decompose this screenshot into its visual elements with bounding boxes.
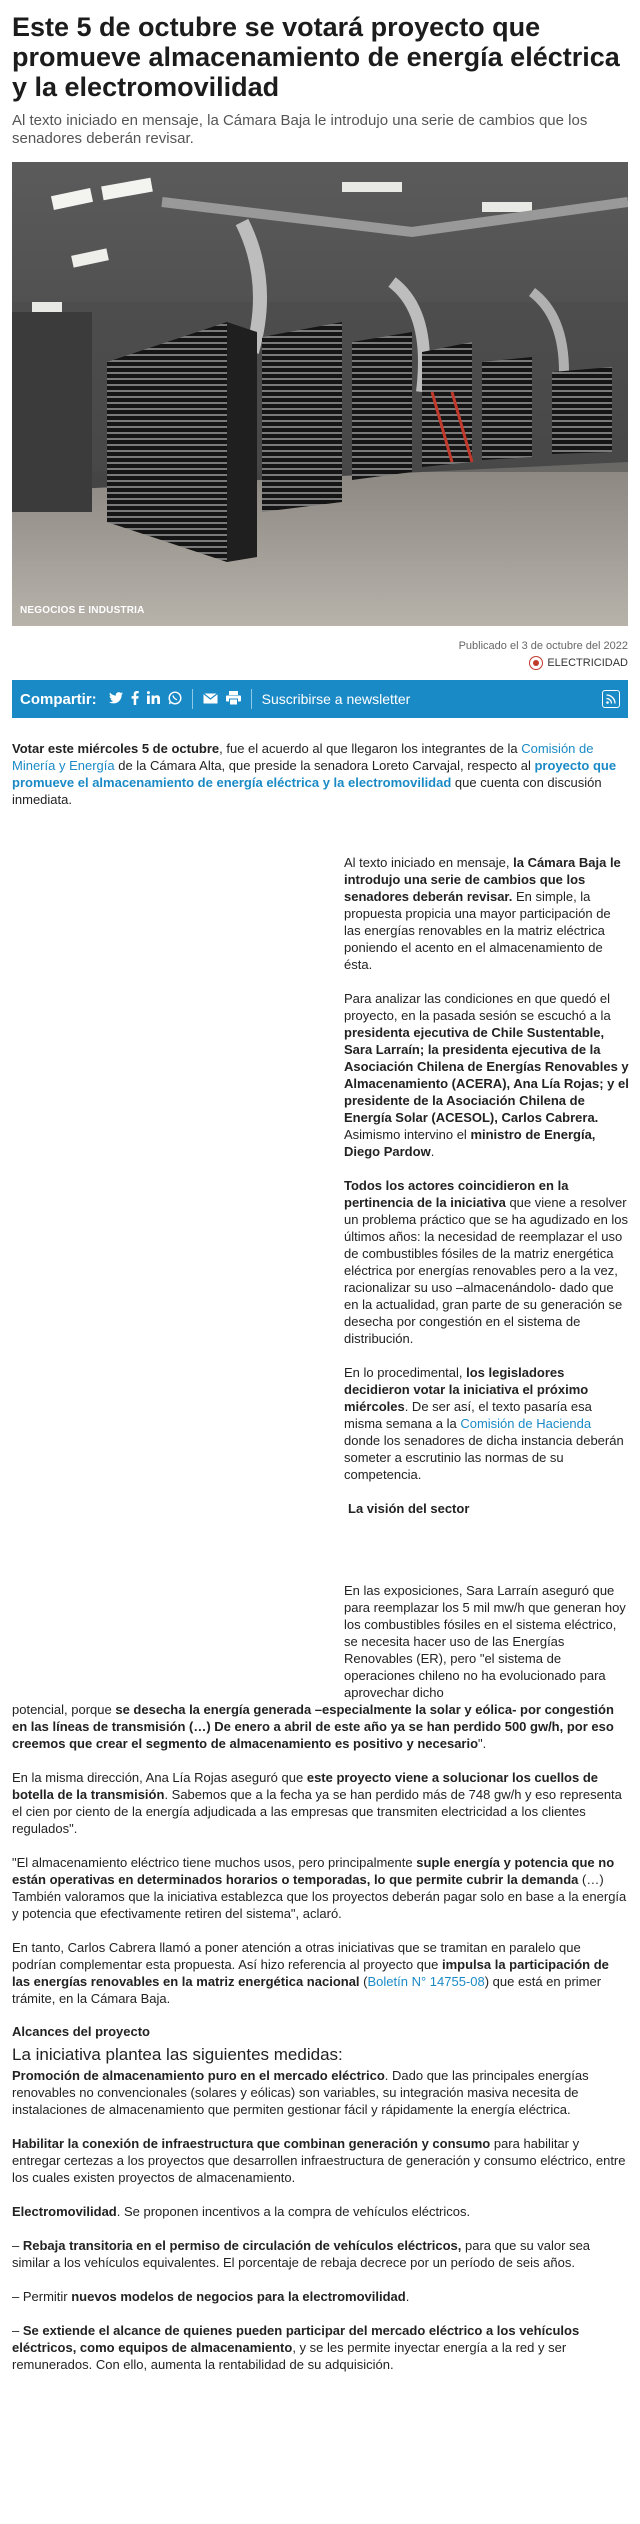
measure-3 [12,2203,628,2220]
share-bar [12,680,628,718]
paragraph-5 [344,1364,630,1483]
text: En lo procedimental, [344,1365,467,1380]
divider [192,689,193,709]
rss-icon[interactable] [602,690,620,708]
twitter-icon[interactable] [109,691,123,707]
paragraph-2 [344,854,630,973]
measure-6 [12,2322,628,2373]
text: ) que está en primer trámite, en la Cámara Baja. [12,1974,602,2006]
text: de la Cámara Alta, que preside la senadora Loreto Carvajal, respecto al [114,758,535,773]
battery-room-illustration [12,162,628,626]
measure-1 [12,2067,628,2118]
paragraph-7 [12,1769,628,1837]
link-comision-mineria[interactable]: Comisión de Minería y Energía [12,741,594,773]
text: . De ser así, el texto pasaría esa misma semana a la [344,1399,592,1431]
bold-text: Rebaja transitoria en el permiso de circulación de vehículos eléctricos, [22,2238,462,2253]
text: . Se proponen incentivos a la compra de vehículos eléctricos. [116,2204,471,2219]
text: ". [478,1736,487,1751]
bold-text: la Cámara Baja le introdujo una serie de cambios que los senadores deberán revisar. [344,855,621,904]
text: "El almacenamiento eléctrico tiene muchos usos, pero principalmente [12,1855,417,1870]
section-heading-vision [344,1500,630,1517]
linkedin-icon[interactable] [147,691,160,707]
bold-text: este proyecto viene a solucionar los cuellos de botella de la transmisión [12,1770,599,1802]
whatsapp-icon[interactable] [168,691,182,708]
hero-image [12,162,628,626]
text: Asimismo intervino el [344,1127,471,1142]
paragraph-6a: En las exposiciones, Sara Larraín aseguró que para reemplazar los 5 mil mw/h que generan hoy los combustibles fósiles en el sistema eléctrico, se necesita hacer uso de las Energías Renovables (ER), pero "el sistema de operaciones chileno no ha evolucionado para aprovechar dicho [344,1583,626,1700]
bold-text: Habilitar la conexión de infraestructura que combinan generación y consumo [12,2136,491,2151]
paragraph-3 [344,990,630,1160]
facebook-icon[interactable] [131,691,139,708]
text: . Sabemos que a la fecha ya se han perdido más de 748 gw/h y eso representa el cien por ciento de la energía adjudicada a las empresas que transmiten electricidad a los clientes regulados". [12,1787,622,1836]
text: donde los senadores de dicha instancia deberán someter a escrutinio las normas de su competencia. [344,1433,624,1482]
bold-text: Votar este miércoles 5 de octubre [12,741,220,756]
bold-text: suple energía y potencia que no están operativas en determinados horarios o temporadas, lo que permite cubrir la demanda [12,1855,615,1887]
paragraph-4 [344,1177,630,1347]
text: Al texto iniciado en mensaje, [344,855,514,870]
section-heading-alcances: Alcances del proyecto [12,2024,150,2039]
text: Para analizar las condiciones en que quedó el proyecto, en la pasada sesión se escuchó a la [344,991,611,1023]
measures-intro: La iniciativa plantea las siguientes medidas: [12,2045,343,2064]
text: . [430,1144,435,1159]
tag-label: ELECTRICIDAD [547,657,628,669]
paragraph-9 [12,1939,628,2007]
bold-text: presidenta ejecutiva de Chile Sustentable, Sara Larraín; la presidenta ejecutiva de la Asociación Chilena de Energías Renovables y Almacenamiento (ACERA), Ana Lía Rojas; y el presidente de la Asociación Chilena de Energía Solar (ACESOL), Carlos Cabrera. [344,1025,629,1125]
text: que viene a resolver un problema práctico que se ha agudizado en los últimos años: la necesidad de reemplazar el uso de combustibles fósiles de la matriz energética eléctrica por energías renovables pero a la vez, racionalizar su uso –almacenándolo- dado que en la actualidad, gran parte de su generación se desecha por congestión en el sistema de distribución. [344,1195,629,1346]
tag-link[interactable] [12,656,628,670]
text: potencial, porque [12,1702,116,1717]
print-icon[interactable] [226,691,241,708]
text: – Permitir [12,2289,72,2304]
article-subtitle: Al texto iniciado en mensaje, la Cámara Baja le introdujo una serie de cambios que los senadores deberán revisar. [12,112,588,147]
text: En tanto, Carlos Cabrera llamó a poner atención a otras iniciativas que se tramitan en paralelo que podrían complementar esta propuesta. Así hizo referencia al proyecto que [12,1940,581,1972]
text: que cuenta con discusión inmediata. [12,775,602,807]
text: En simple, la propuesta propicia una mayor participación de las energías renovables en la matriz eléctrica poniendo el acento en el almacenamiento de ésta. [344,889,611,972]
bold-text: Todos los actores coincidieron en la pertinencia de la iniciativa [344,1178,569,1210]
paragraph-8 [12,1854,628,1922]
link-boletin[interactable]: Boletín N° 14755-08 [367,1974,485,1989]
divider [251,689,252,709]
text: – [12,2323,23,2338]
right-column [344,854,630,1701]
measure-5 [12,2288,628,2305]
heading-text: La visión del sector [348,1501,470,1516]
bold-text: Promoción de almacenamiento puro en el mercado eléctrico [12,2068,385,2083]
measure-4 [12,2237,628,2271]
bold-text: los legisladores decidieron votar la iniciativa el próximo miércoles [344,1365,589,1414]
article-title: Este 5 de octubre se votará proyecto que promueve almacenamiento de energía eléctrica y la electromovilidad [12,12,620,102]
bold-text: impulsa la participación de las energías renovables en la matriz energética nacional [12,1957,609,1989]
intro-paragraph [12,740,628,808]
text: para que su valor sea similar a los vehículos equivalentes. El porcentaje de rebaja decrece por un período de seis años. [12,2238,591,2270]
paragraph-6b [12,1701,628,1752]
text: . [405,2289,410,2304]
text: , fue el acuerdo al que llegaron los integrantes de la [219,741,522,756]
bold-text: nuevos modelos de negocios para la electromovilidad [71,2289,406,2304]
text: . Dado que las principales energías renovables no convencionales (solares y eólicas) son variables, su integración masiva necesita de instalaciones de almacenamiento que permiten gestionar fácil y rápidamente la energía eléctrica. [12,2068,589,2117]
publish-date: Publicado el 3 de octubre del 2022 [458,640,628,652]
bold-text: Electromovilidad [12,2204,117,2219]
text: En la misma dirección, Ana Lía Rojas aseguró que [12,1770,307,1785]
paragraph-1 [12,740,628,808]
text: ( [359,1974,368,1989]
link-proyecto[interactable]: proyecto que promueve el almacenamiento de energía eléctrica y la electromovilidad [12,758,617,790]
image-category-label: NEGOCIOS E INDUSTRIA [20,605,145,616]
text: para habilitar y entregar certezas a los proyectos que desarrollen infraestructura de generación y consumo eléctrico, entre los cuales existen proyectos de almacenamiento. [12,2136,626,2185]
share-label: Compartir: [20,690,97,708]
text: (…) También valoramos que la iniciativa establezca que los proyectos deberán pagar solo en base a la energía y potencia que efectivamente retiren del sistema", aclaró. [12,1872,627,1921]
bold-text: Se extiende el alcance de quienes pueden participar del mercado eléctrico a los vehículos eléctricos, como equipos de almacenamiento [12,2323,580,2355]
bold-text: ministro de Energía, Diego Pardow [344,1127,596,1159]
bold-text: se desecha la energía generada –especialmente la solar y eólica- por congestión en las líneas de transmisión (…) De enero a abril de este año ya se han perdido 500 gw/h, por eso creemos que crear el segmento de almacenamiento es positivo y necesario [12,1702,614,1751]
subscribe-newsletter-link[interactable]: Suscribirse a newsletter [261,691,411,707]
full-width-body [12,1701,628,2373]
email-icon[interactable] [203,691,218,707]
text: – [12,2238,23,2253]
text: , y se les permite inyectar energía a la red y ser remunerados. Con ello, aumenta la rentabilidad de su adquisición. [12,2340,567,2372]
link-comision-hacienda[interactable]: Comisión de Hacienda [460,1416,592,1431]
measure-2 [12,2135,628,2186]
tag-icon [529,656,543,670]
